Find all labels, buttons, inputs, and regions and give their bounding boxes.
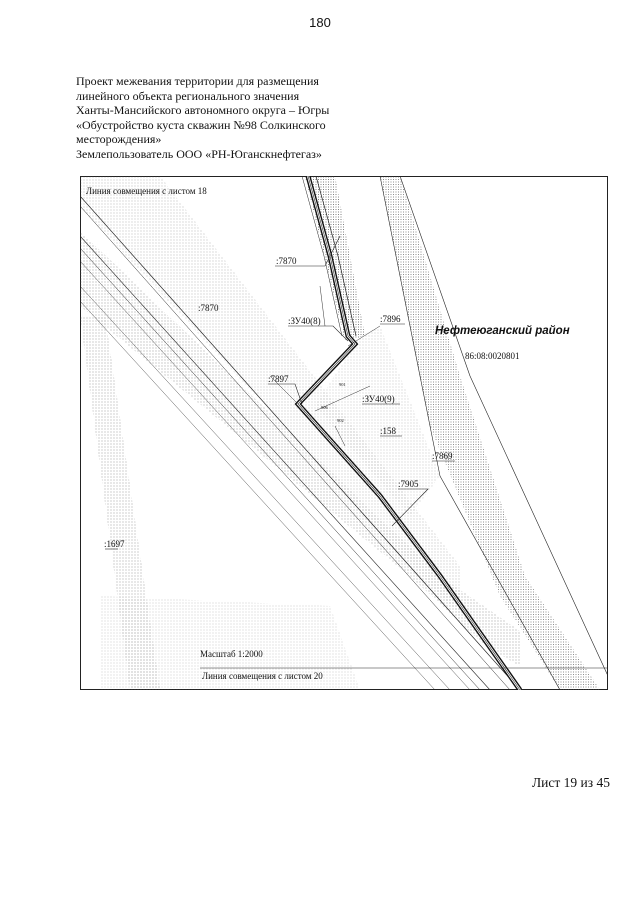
sheet-label: Лист 19 из 45 — [532, 775, 610, 790]
document-header — [76, 74, 396, 161]
district-name: Нефтеюганский район — [435, 325, 570, 337]
label-7897: :7897 — [268, 374, 289, 384]
label-1697: :1697 — [104, 539, 125, 549]
label-7870-top: :7870 — [276, 256, 297, 266]
label-zu40-8: :ЗУ40(8) — [288, 316, 321, 326]
header-line: Землепользователь ООО «РН-Юганскнефтегаз» — [76, 146, 322, 161]
survey-map — [80, 176, 608, 690]
label-7869: :7869 — [432, 451, 453, 461]
label-7896: :7896 — [380, 314, 401, 324]
header-line: месторождения» — [76, 132, 162, 146]
map-scale: Масштаб 1:2000 — [200, 649, 263, 659]
header-line: «Обустройство куста скважин №98 Солкинского — [76, 117, 326, 132]
cadastral-quarter: 86:08:0020801 — [465, 351, 520, 361]
header-line: Ханты-Мансийского автономного округа – Югры — [76, 103, 330, 117]
label-7905: :7905 — [398, 479, 419, 489]
header-line: линейного объекта регионального значения — [76, 88, 300, 103]
label-158: :158 — [380, 426, 397, 436]
point-901: 901 — [339, 382, 346, 387]
map-drawing — [80, 176, 608, 690]
label-zu40-9: :ЗУ40(9) — [362, 394, 395, 404]
match-line-bottom: Линия совмещения с листом 20 — [202, 671, 323, 681]
header-line: Проект межевания территории для размещения — [76, 74, 319, 88]
point-902: 902 — [337, 418, 344, 423]
label-7870-left: :7870 — [198, 303, 219, 313]
page-number: 180 — [309, 15, 331, 30]
point-906: 906 — [321, 405, 328, 410]
match-line-top: Линия совмещения с листом 18 — [86, 186, 207, 196]
